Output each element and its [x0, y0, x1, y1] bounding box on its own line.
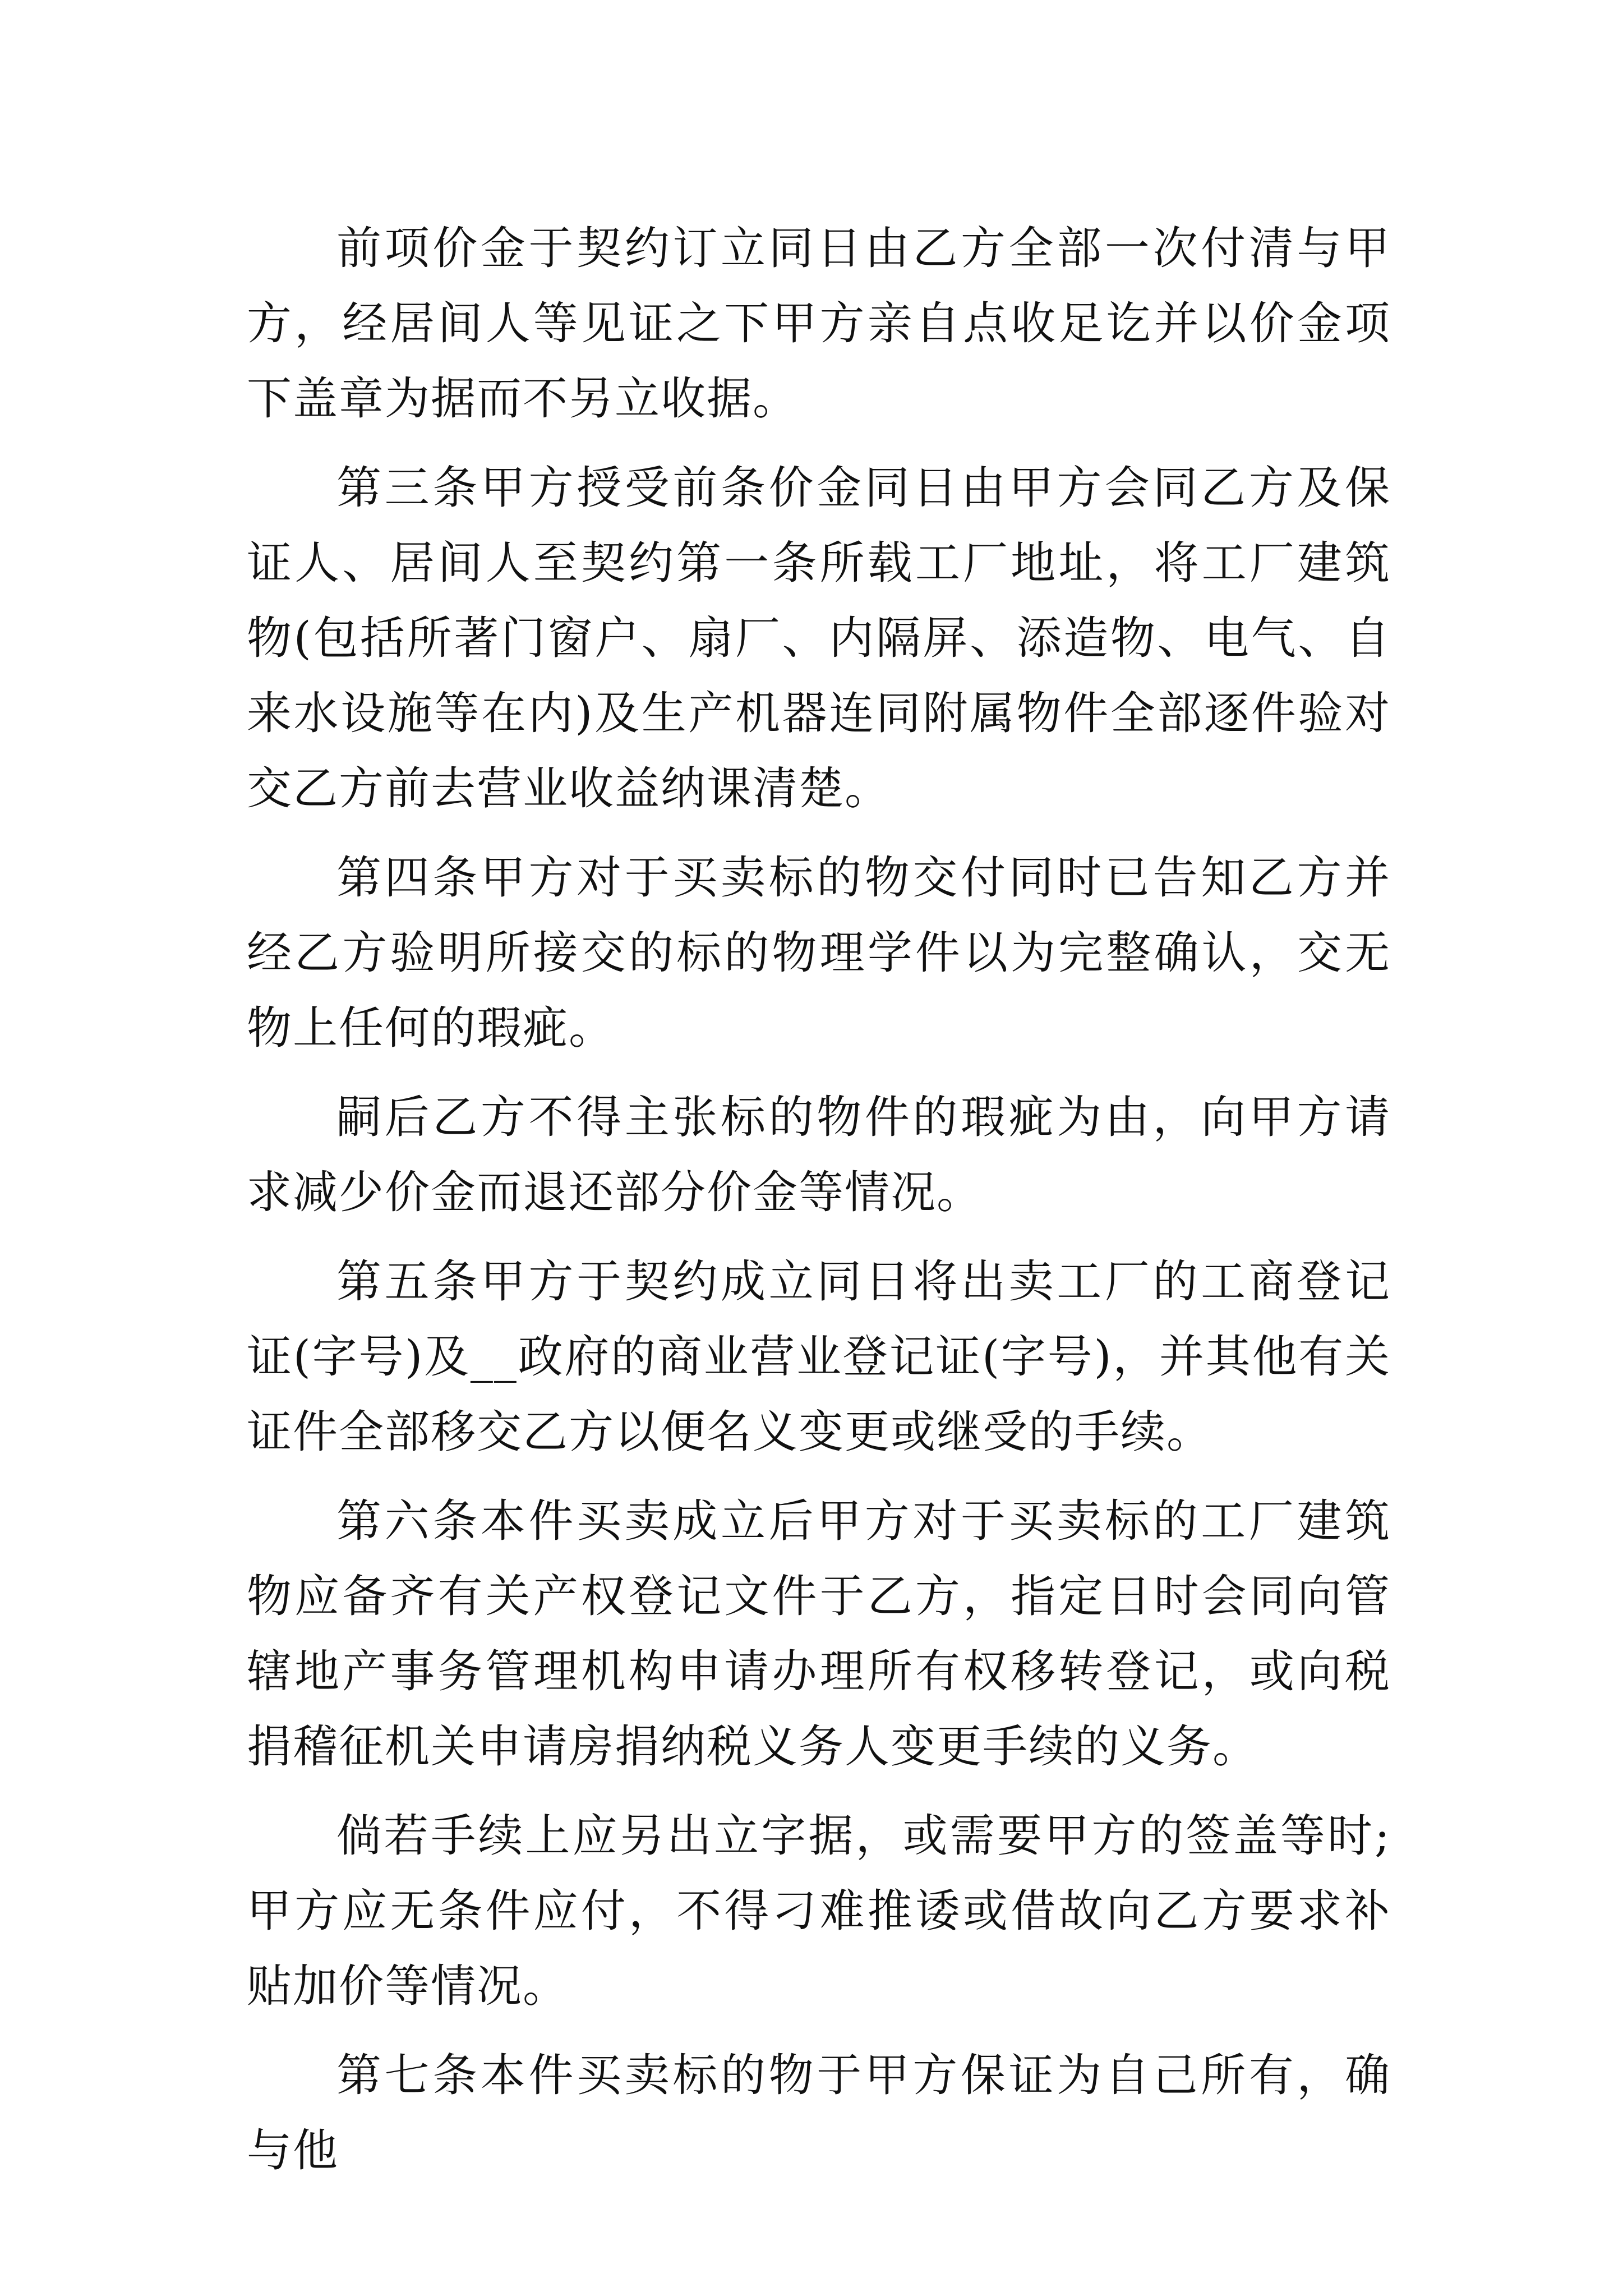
- paragraph-article-3: 第三条甲方授受前条价金同日由甲方会同乙方及保证人、居间人至契约第一条所载工厂地址，将工厂建筑物(包括所著门窗户、扇厂、内隔屏、添造物、电气、自来水设施等在内)及生产机器连同附属物件全部逐件验对交乙方前去营业收益纳课清楚。: [247, 462, 1391, 815]
- paragraph-defect-claim: 嗣后乙方不得主张标的物件的瑕疵为由，向甲方请求减少价金而退还部分价金等情况。: [247, 1091, 1391, 1218]
- paragraph-article-6: 第六条本件买卖成立后甲方对于买卖标的工厂建筑物应备齐有关产权登记文件于乙方，指定日时会同向管辖地产事务管理机构申请办理所有权移转登记，或向税捐稽征机关申请房捐纳税义务人变更手续的义务。: [247, 1495, 1391, 1773]
- document-body: [247, 211, 1391, 2202]
- paragraph-extra-procedures: 倘若手续上应另出立字据，或需要甲方的签盖等时;甲方应无条件应付，不得刁难推诿或借故向乙方要求补贴加价等情况。: [247, 1810, 1391, 2012]
- paragraph-article-5: 第五条甲方于契约成立同日将出卖工厂的工商登记证(字号)及__政府的商业营业登记证(字号)，并其他有关证件全部移交乙方以便名义变更或继受的手续。: [247, 1255, 1391, 1458]
- paragraph-article-7: 第七条本件买卖标的物于甲方保证为自己所有，确与他: [247, 2049, 1391, 2177]
- paragraph-payment: 前项价金于契约订立同日由乙方全部一次付清与甲方，经居间人等见证之下甲方亲自点收足讫并以价金项下盖章为据而不另立收据。: [247, 222, 1391, 425]
- paragraph-article-4: 第四条甲方对于买卖标的物交付同时已告知乙方并经乙方验明所接交的标的物理学件以为完整确认，交无物上任何的瑕疵。: [247, 852, 1391, 1054]
